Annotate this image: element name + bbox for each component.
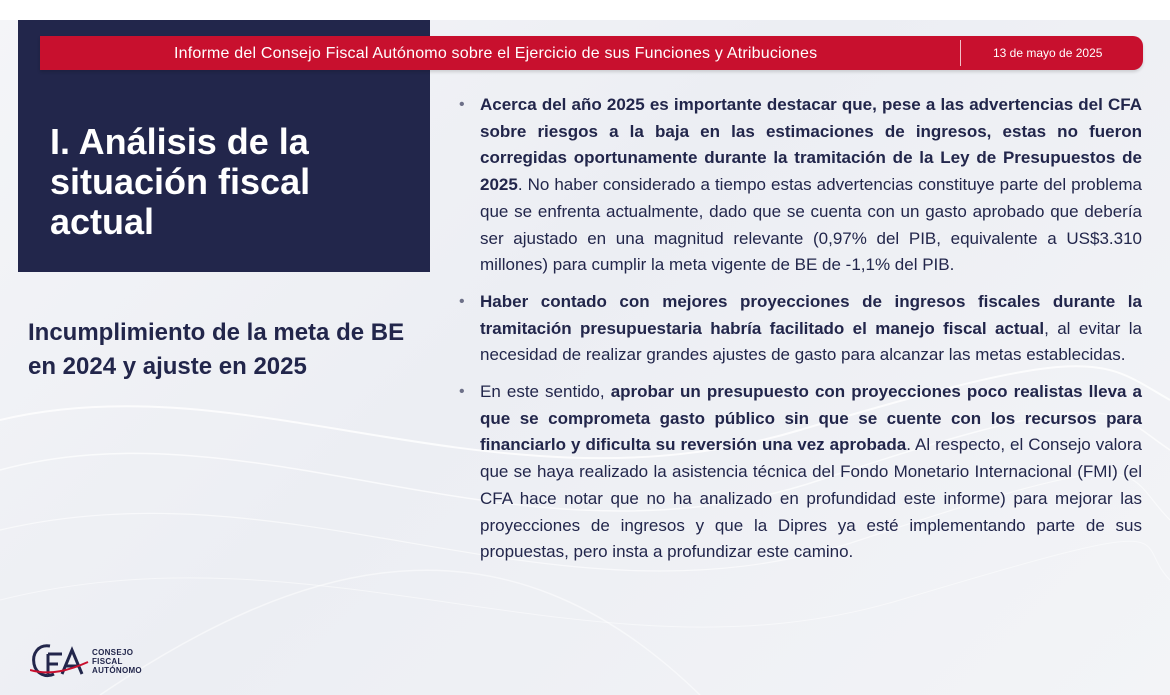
bullet-item xyxy=(456,379,1142,566)
bullet-item xyxy=(456,289,1142,369)
section-title: I. Análisis de la situación fiscal actual xyxy=(50,121,311,242)
bullet-lead-text: En este sentido, xyxy=(480,382,611,402)
header-title: Informe del Consejo Fiscal Autónomo sobre el Ejercicio de sus Funciones y Atribuciones xyxy=(174,45,818,62)
header-date: 13 de mayo de 2025 xyxy=(993,46,1103,60)
header-bar xyxy=(40,36,1143,70)
bullet-bold-text: Acerca del año 2025 es importante destacar que, pese a las advertencias del CFA sobre riesgos a la baja en las estimaciones de ingresos, estas no fueron corregidas oportunamente durante la tramitación de la Ley de Presupuestos de 2025 xyxy=(480,95,1142,195)
bullet-text: , al evitar la necesidad de realizar grandes ajustes de gasto para alcanzar las metas establecidas. xyxy=(480,318,1142,365)
section-subtitle: Incumplimiento de la meta de BE en 2024 y ajuste en 2025 xyxy=(28,319,405,380)
cfa-logo-mark xyxy=(30,640,90,684)
bullet-bold-text: aprobar un presupuesto con proyecciones poco realistas lleva a que se comprometa gasto público sin que se cuente con los recursos para financiarlo y dificulta su reversión una vez aprobada xyxy=(480,382,1143,455)
bullet-bold-text: Haber contado con mejores proyecciones de ingresos fiscales durante la tramitación presupuestaria habría facilitado el manejo fiscal actual xyxy=(480,291,1142,338)
bullet-list xyxy=(456,92,1142,576)
header-divider xyxy=(960,40,961,66)
bullet-item xyxy=(456,92,1142,279)
top-strip xyxy=(0,0,1170,20)
bullet-text: . Al respecto, el Consejo valora que se haya realizado la asistencia técnica del Fondo Monetario Internacional (FMI) (el CFA hace notar que no ha analizado en profundidad este informe) para mejorar las proyecciones de ingresos y que la Dipres ya esté implementando parte de sus propuestas, pero insta a profundizar este camino. xyxy=(480,435,1142,562)
cfa-logo xyxy=(30,640,170,684)
cfa-logo-text: CONSEJO FISCAL AUTÓNOMO xyxy=(92,648,142,675)
bullet-text: . No haber considerado a tiempo estas advertencias constituye parte del problema que se enfrenta actualmente, dado que se cuenta con un gasto aprobado que debería ser ajustado en una magnitud relevante (0,97% del PIB, equivalente a US$3.310 millones) para cumplir la meta vigente de BE de -1,1% del PIB. xyxy=(480,175,1142,275)
